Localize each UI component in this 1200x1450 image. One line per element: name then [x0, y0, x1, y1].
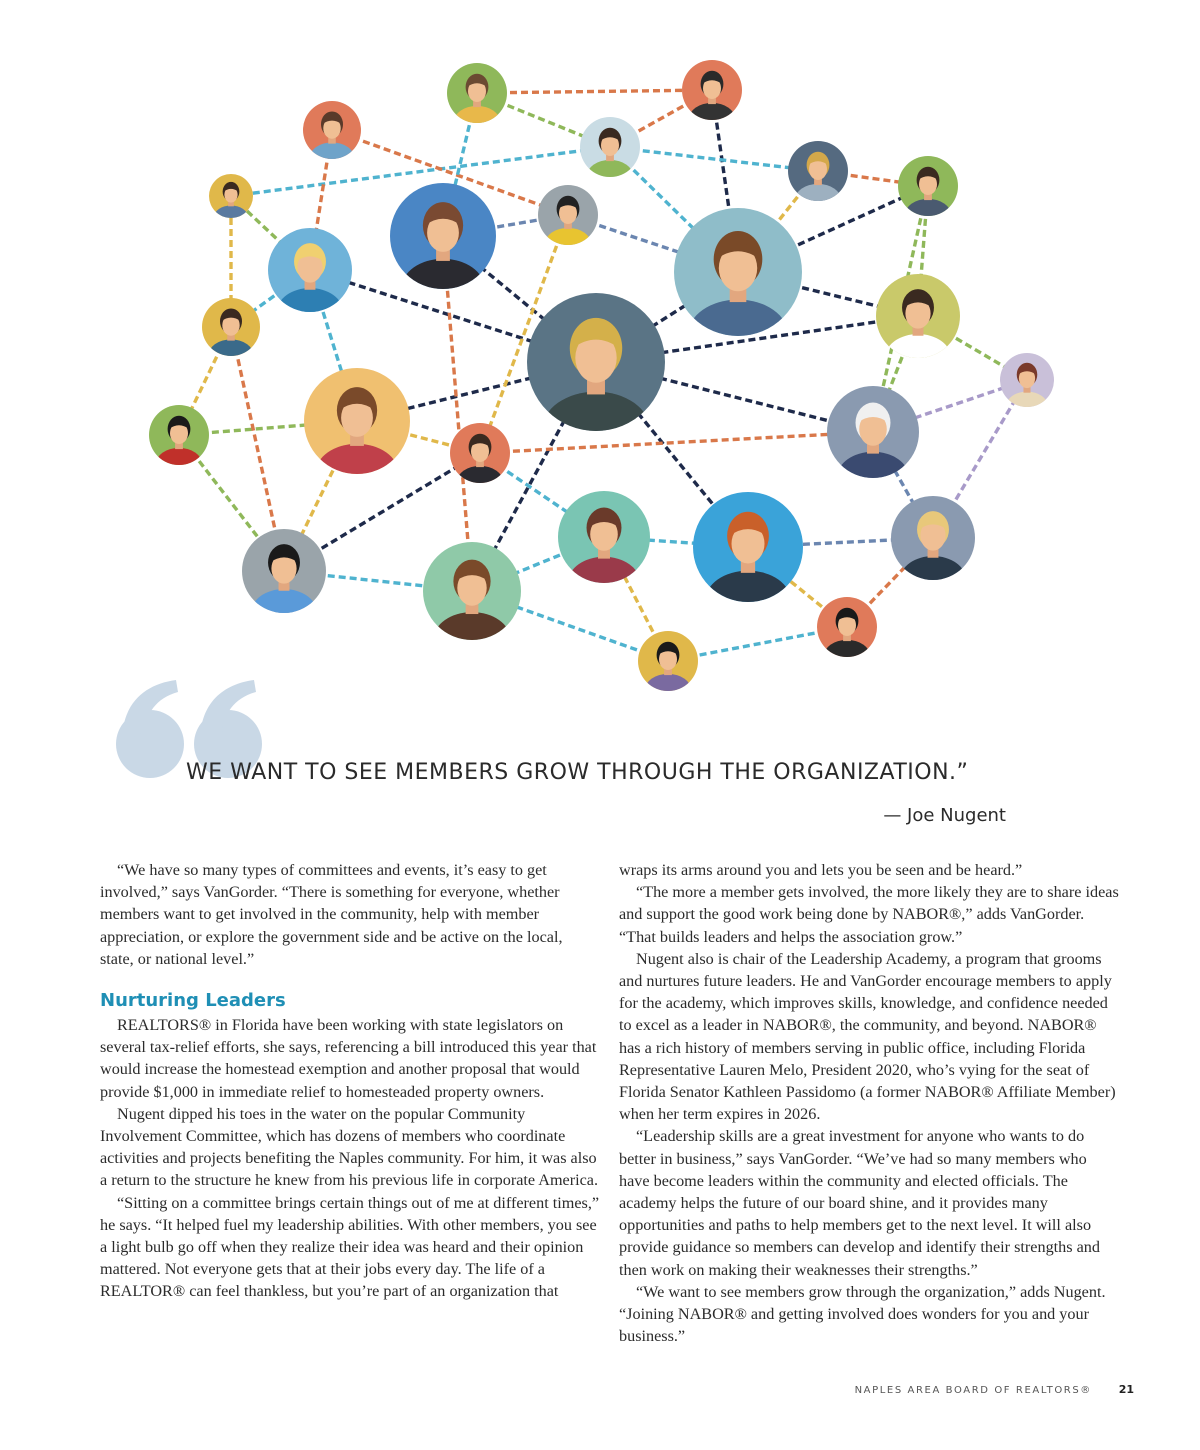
article-paragraph: Nugent also is chair of the Leadership Academy, a program that grooms and nurtures future leaders. He and VanGorder encourage members to apply for the academy, which improves skills, knowledge, and confidence needed to excel as a leader in NABOR®, the community, and beyond. NABOR® has a rich history of members serving in public office, including Florida Representative Lauren Melo, President 2020, who’s vying for the seat of Florida Senator Kathleen Passidomo (a former NABOR® Affiliate Member) when her term expires in 2026. — [619, 949, 1116, 1124]
page-number: 21 — [1118, 1383, 1134, 1396]
publication-name: NAPLES AREA BOARD OF REALTORS® — [854, 1385, 1092, 1396]
person-avatar-icon — [268, 228, 352, 334]
person-avatar-icon — [149, 405, 209, 481]
article-left-column — [100, 859, 600, 1303]
person-avatar-icon — [447, 63, 507, 139]
person-avatar-icon — [390, 183, 496, 317]
pull-quote-attribution: — Joe Nugent — [883, 805, 1006, 826]
person-avatar-icon — [827, 386, 919, 502]
person-avatar-icon — [527, 293, 665, 468]
article-paragraph: wraps its arms around you and lets you be seen and be heard.” — [619, 861, 1023, 879]
network-people — [149, 60, 1054, 700]
network-link — [477, 90, 712, 93]
person-avatar-icon — [788, 141, 848, 217]
person-avatar-icon — [242, 529, 326, 635]
person-avatar-icon — [693, 492, 803, 631]
article-paragraph: “The more a member gets involved, the more likely they are to share ideas and support the good work being done by NABOR®,” adds VanGorder. “That builds leaders and helps the association grow.” — [619, 883, 1119, 946]
person-avatar-icon — [304, 368, 410, 502]
article-paragraph: “Leadership skills are a great investment for anyone who wants to do better in business,” says VanGorder. “We’ve had so many members who have become leaders within the community and elected officials. The academy helps the future of our board shine, and it provides many opportunities and paths to help members get to the next level. It will also provide guidance so members can develop and identify their strengths and then work on making their weaknesses their strengths.” — [619, 1127, 1100, 1279]
person-avatar-icon — [558, 491, 650, 607]
person-avatar-icon — [817, 597, 877, 673]
section-heading: Nurturing Leaders — [100, 990, 286, 1012]
people-network-illustration — [0, 0, 1200, 700]
network-link — [480, 432, 873, 453]
article-paragraph: “We want to see members grow through the organization,” adds Nugent. “Joining NABOR® and getting involved does wonders for you and your business.” — [619, 1282, 1106, 1346]
person-avatar-icon — [580, 117, 640, 193]
article-paragraph: REALTORS® in Florida have been working with state legislators on several tax-relief efforts, she says, referencing a bill introduced this year that would increase the homestead exemption and another proposal that would provide $1,000 in immediate relief to homesteaded property owners. — [100, 1016, 597, 1101]
person-avatar-icon — [202, 298, 260, 371]
pull-quote-text: WE WANT TO SEE MEMBERS GROW THROUGH THE ORGANIZATION.” — [186, 760, 969, 785]
network-link — [610, 147, 818, 171]
person-avatar-icon — [674, 208, 802, 370]
network-link — [443, 236, 472, 591]
person-avatar-icon — [450, 423, 510, 499]
article-paragraph: Nugent dipped his toes in the water on the popular Community Involvement Committee, which has dozens of members who coordinate activities and projects benefiting the Naples community. For him, it was also a return to the structure he knew from his previous life in corporate America. — [100, 1104, 599, 1190]
person-avatar-icon — [638, 631, 698, 700]
person-avatar-icon — [891, 496, 975, 602]
article-right-column — [619, 859, 1119, 1347]
article-paragraph: “Sitting on a committee brings certain things out of me at different times,” he says. “It helped fuel my leadership abilities. With other members, you see a light bulb go off when they realize their idea was heard and their opinion mattered. Not everyone gets that at their jobs every day. The life of a REALTOR® can feel thankless, but you’re part of an organization that — [100, 1193, 600, 1301]
person-avatar-icon — [423, 542, 521, 666]
person-avatar-icon — [898, 156, 958, 232]
page-footer — [855, 1383, 1134, 1396]
person-avatar-icon — [538, 185, 598, 261]
person-avatar-icon — [682, 60, 742, 136]
article-paragraph: “We have so many types of committees and events, it’s easy to get involved,” says VanGorder. “There is something for everyone, whether members want to get involved in the community, help with member appreciation, or explore the government side and be active on the local, state, or national level.” — [100, 861, 563, 968]
person-avatar-icon — [303, 101, 361, 174]
